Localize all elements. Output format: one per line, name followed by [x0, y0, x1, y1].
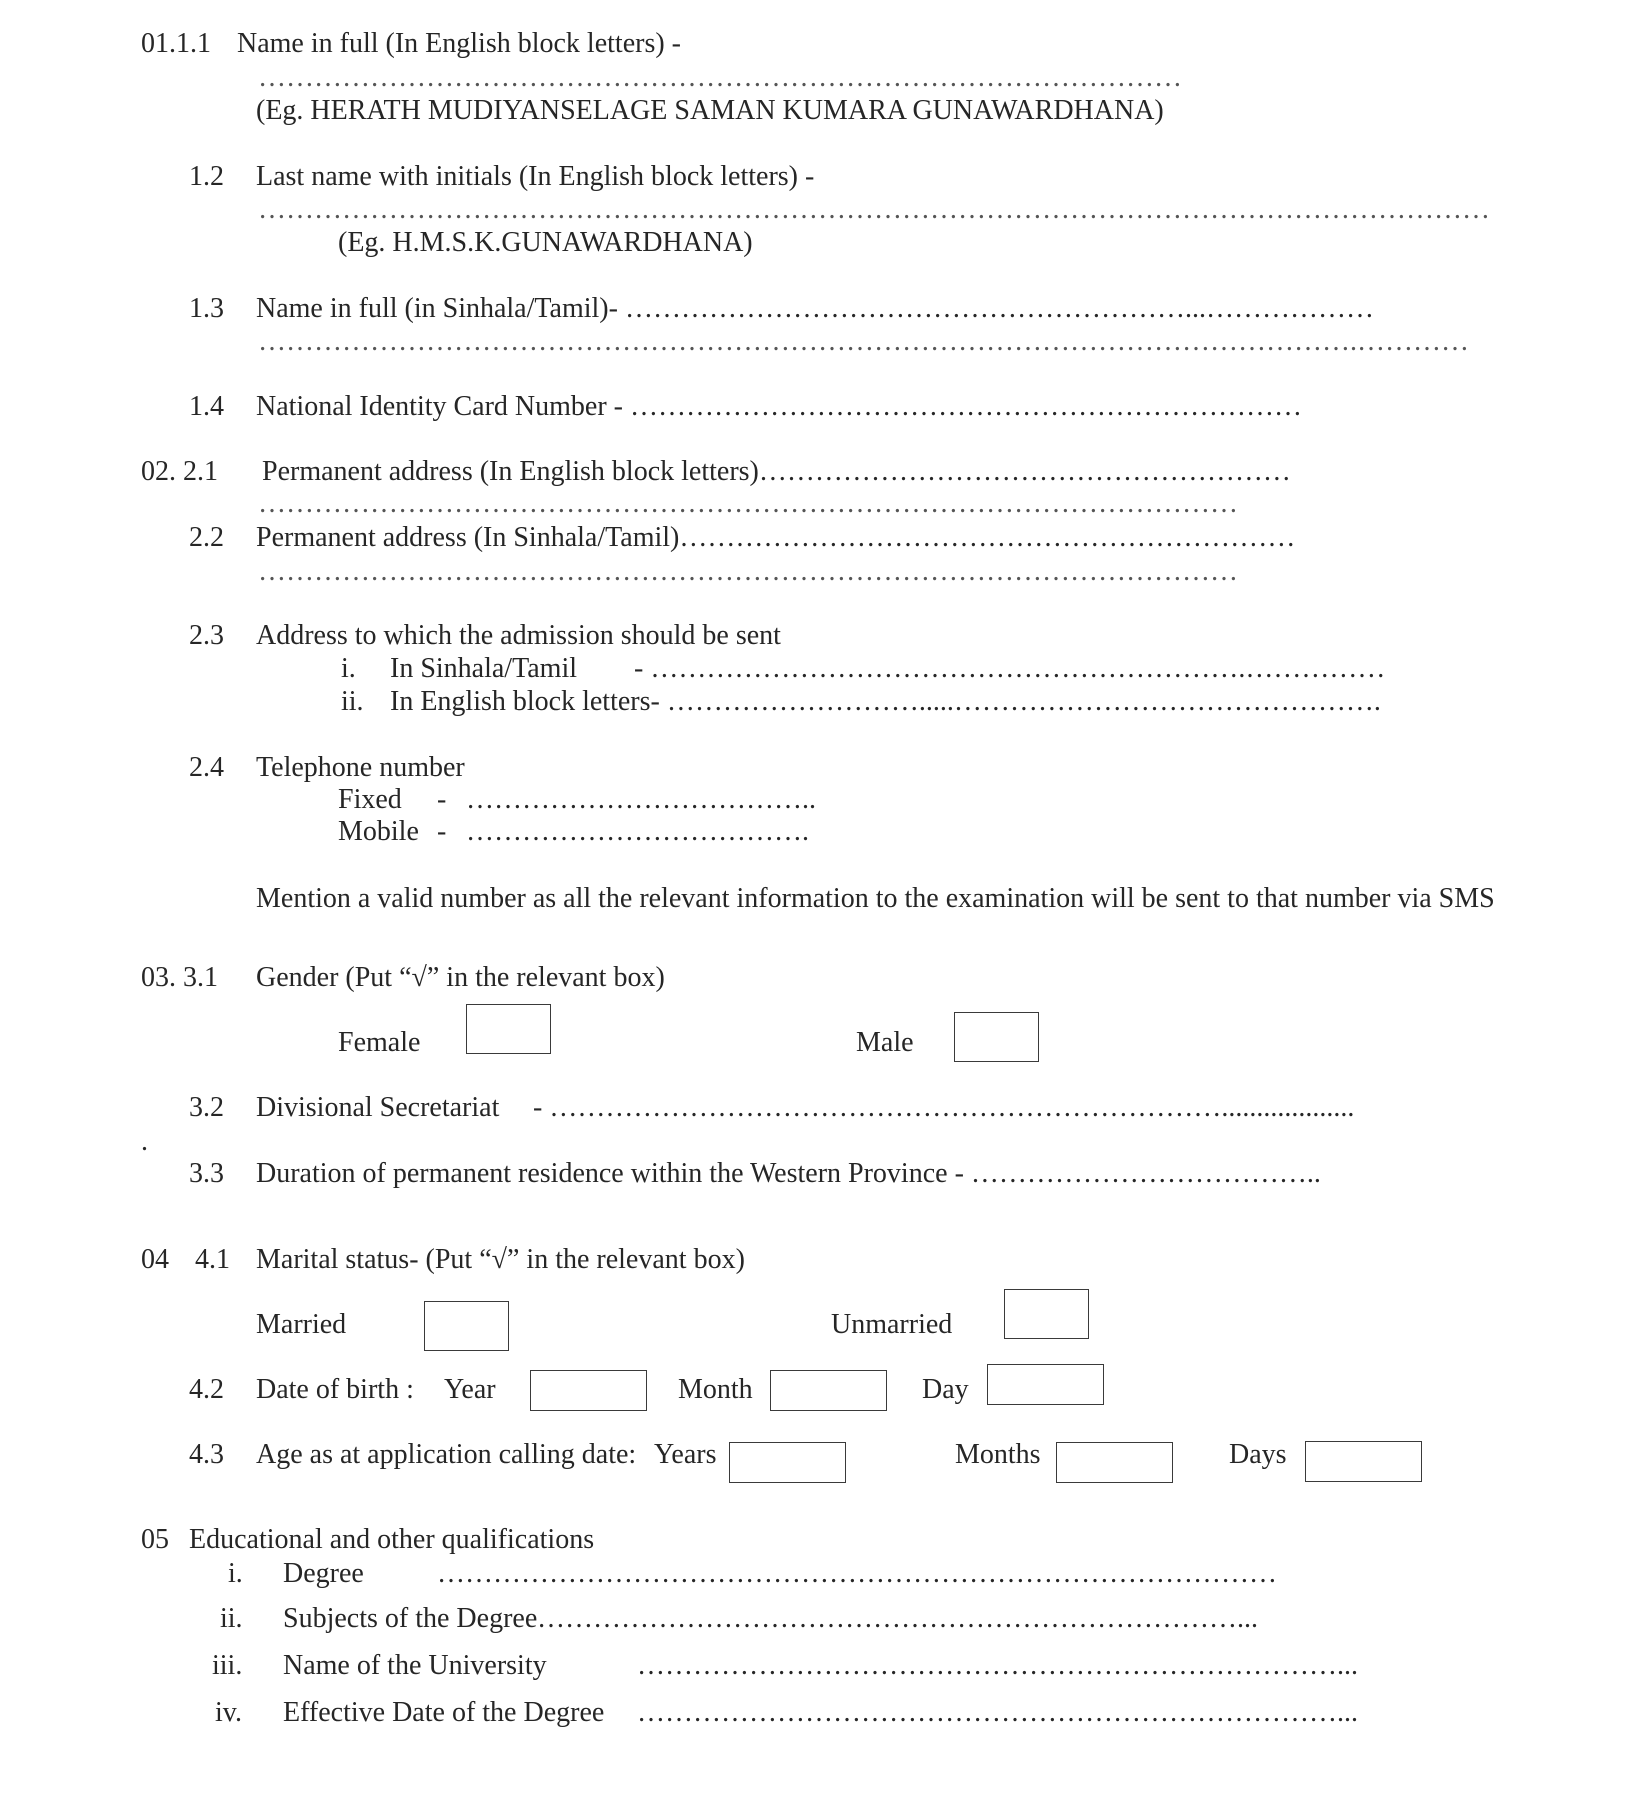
- telephone-mobile-input-line[interactable]: ……………………………….: [466, 816, 809, 847]
- telephone-fixed-label: Fixed: [338, 784, 402, 815]
- field-label-residence-duration[interactable]: Duration of permanent residence within the Western Province - ………………………………..: [256, 1158, 1321, 1189]
- name-sinhala-input-line[interactable]: ……………………………………………………………………………………………………….…………: [258, 326, 1469, 357]
- marital-married-checkbox[interactable]: [424, 1301, 509, 1351]
- item-number: 03. 3.1: [141, 962, 218, 993]
- qualifications-heading: Educational and other qualifications: [189, 1524, 595, 1555]
- gender-female-checkbox[interactable]: [466, 1004, 551, 1054]
- divisional-secretariat-input-line[interactable]: - ………………………………………………………………...................: [533, 1092, 1355, 1123]
- degree-effective-date-input-line[interactable]: …………………………………………………………………...: [637, 1697, 1358, 1728]
- item-number: 2.3: [189, 620, 224, 651]
- sub-item-number: ii.: [341, 686, 364, 717]
- age-years-label: Years: [654, 1439, 717, 1470]
- telephone-mobile-label: Mobile: [338, 816, 419, 847]
- last-name-example: (Eg. H.M.S.K.GUNAWARDHANA): [338, 227, 753, 258]
- dob-day-input[interactable]: [987, 1364, 1104, 1405]
- item-number: 3.2: [189, 1092, 224, 1123]
- marital-unmarried-checkbox[interactable]: [1004, 1289, 1089, 1339]
- field-label-gender: Gender (Put “√” in the relevant box): [256, 962, 665, 993]
- item-number: 2.4: [189, 752, 224, 783]
- field-label-divisional-secretariat: Divisional Secretariat: [256, 1092, 500, 1123]
- item-number: 02. 2.1: [141, 456, 218, 487]
- gender-male-checkbox[interactable]: [954, 1012, 1039, 1062]
- age-days-input[interactable]: [1305, 1441, 1422, 1482]
- marital-unmarried-label: Unmarried: [831, 1309, 953, 1340]
- degree-input-line[interactable]: ………………………………………………………………………………: [437, 1558, 1277, 1589]
- field-label-age: Age as at application calling date:: [256, 1439, 637, 1470]
- item-number: 3.3: [189, 1158, 224, 1189]
- stray-dot: .: [141, 1126, 148, 1157]
- dob-day-label: Day: [922, 1374, 969, 1405]
- item-number: 1.4: [189, 391, 224, 422]
- telephone-note: Mention a valid number as all the relevant information to the examination will be sent to that number via SMS: [256, 883, 1495, 914]
- gender-male-label: Male: [856, 1027, 914, 1058]
- degree-effective-date-label: Effective Date of the Degree: [283, 1697, 605, 1728]
- degree-subjects-input-line[interactable]: …………………………………………………………………...: [537, 1603, 1258, 1634]
- dob-month-label: Month: [678, 1374, 753, 1405]
- marital-married-label: Married: [256, 1309, 347, 1340]
- item-number: 1.2: [189, 161, 224, 192]
- item-number: 4.1: [195, 1244, 230, 1275]
- field-label-name-english: Name in full (In English block letters) -: [237, 28, 681, 59]
- item-number: 04: [141, 1244, 169, 1275]
- gender-female-label: Female: [338, 1027, 421, 1058]
- field-label-permanent-address-english[interactable]: Permanent address (In English block letters)…………………………………………………: [262, 456, 1291, 487]
- last-name-input-line[interactable]: ……………………………………………………………………………………………………………………: [258, 194, 1490, 225]
- item-number: 4.3: [189, 1439, 224, 1470]
- dash: -: [437, 784, 447, 815]
- sub-item-number: ii.: [220, 1603, 243, 1634]
- age-years-input[interactable]: [729, 1442, 846, 1483]
- dash: -: [437, 816, 447, 847]
- field-label-nic-number[interactable]: National Identity Card Number - ………………………………………………………………: [256, 391, 1303, 422]
- item-number: 01.1.1: [141, 28, 211, 59]
- field-label-permanent-address-sinhala[interactable]: Permanent address (In Sinhala/Tamil)…………………………………………………………: [256, 522, 1296, 553]
- sub-item-number: i.: [341, 653, 356, 684]
- name-english-example: (Eg. HERATH MUDIYANSELAGE SAMAN KUMARA GUNAWARDHANA): [256, 95, 1164, 126]
- field-label-date-of-birth: Date of birth :: [256, 1374, 414, 1405]
- field-label-name-sinhala-tamil[interactable]: Name in full (in Sinhala/Tamil)- ……………………………………………………...………………: [256, 293, 1374, 324]
- age-days-label: Days: [1229, 1439, 1287, 1470]
- admission-address-sinhala-input-line[interactable]: - ……………………………………………………….……………: [634, 653, 1386, 684]
- sub-item-number: iv.: [215, 1697, 242, 1728]
- sub-item-number: i.: [228, 1558, 243, 1589]
- address-sinhala-input-line[interactable]: ……………………………………………………………………………………………: [258, 556, 1238, 587]
- telephone-fixed-input-line[interactable]: ………………………………..: [466, 784, 816, 815]
- item-number: 4.2: [189, 1374, 224, 1405]
- age-months-input[interactable]: [1056, 1442, 1173, 1483]
- item-number: 2.2: [189, 522, 224, 553]
- admission-address-english-label[interactable]: In English block letters- ……………………….....……………………………………….: [390, 686, 1381, 717]
- sub-item-number: iii.: [212, 1650, 243, 1681]
- degree-label: Degree: [283, 1558, 364, 1589]
- dob-month-input[interactable]: [770, 1370, 887, 1411]
- name-english-input-line[interactable]: ………………………………………………………………………………………: [258, 62, 1182, 93]
- university-name-input-line[interactable]: …………………………………………………………………...: [637, 1650, 1358, 1681]
- age-months-label: Months: [955, 1439, 1041, 1470]
- university-name-label: Name of the University: [283, 1650, 547, 1681]
- field-label-last-name-initials: Last name with initials (In English block letters) -: [256, 161, 815, 192]
- field-label-telephone: Telephone number: [256, 752, 465, 783]
- field-label-admission-address: Address to which the admission should be sent: [256, 620, 781, 651]
- address-english-input-line[interactable]: ……………………………………………………………………………………………: [258, 488, 1238, 519]
- admission-address-sinhala-label: In Sinhala/Tamil: [390, 653, 578, 684]
- degree-subjects-label: Subjects of the Degree: [283, 1603, 538, 1634]
- dob-year-label: Year: [444, 1374, 496, 1405]
- item-number: 1.3: [189, 293, 224, 324]
- item-number: 05: [141, 1524, 169, 1555]
- field-label-marital-status: Marital status- (Put “√” in the relevant box): [256, 1244, 745, 1275]
- dob-year-input[interactable]: [530, 1370, 647, 1411]
